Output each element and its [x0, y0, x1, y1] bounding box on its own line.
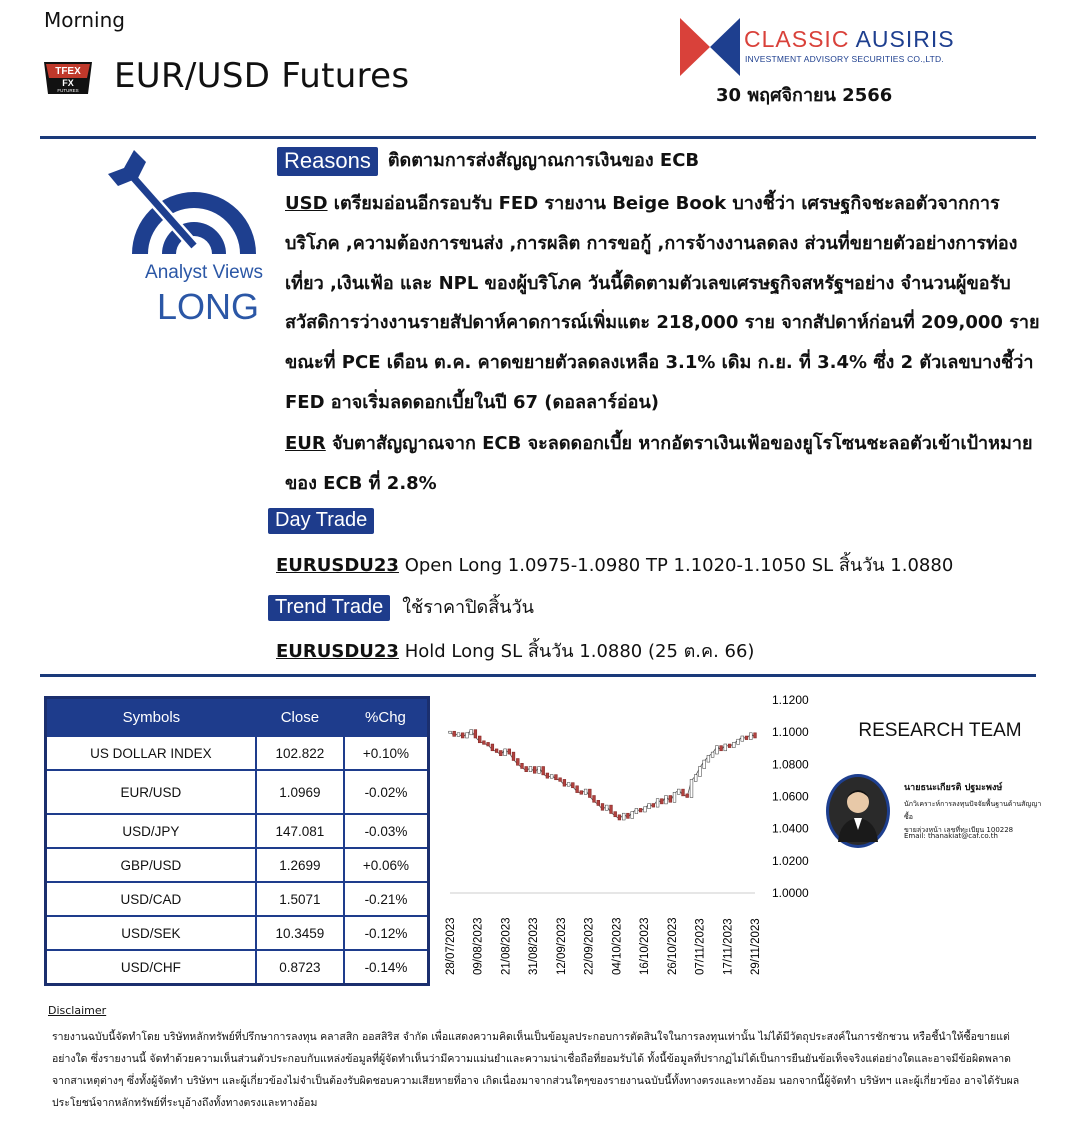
candle-mark — [648, 804, 651, 809]
page-title: EUR/USD Futures — [114, 56, 410, 96]
candle-mark — [627, 813, 630, 818]
usd-paragraph — [285, 184, 1045, 423]
table-row — [46, 882, 429, 916]
chg-cell: +0.06% — [344, 848, 429, 882]
fx-logo-text: FX — [62, 78, 74, 88]
close-cell: 1.0969 — [256, 770, 344, 814]
candle-mark — [580, 791, 583, 795]
analyst-name: นายธนะเกียรติ ปฐมะพงษ์ — [904, 783, 1003, 793]
candle-mark — [516, 759, 519, 766]
edition-label: Morning — [44, 8, 125, 32]
analyst-stance: LONG — [156, 286, 260, 327]
header-close: Close — [256, 698, 344, 737]
y-tick-label: 1.1200 — [772, 693, 809, 707]
symbol-cell: USD/CAD — [46, 882, 256, 916]
header-chg: %Chg — [344, 698, 429, 737]
usd-label: USD — [285, 193, 328, 214]
candle-mark — [639, 808, 642, 812]
disclaimer-text: รายงานฉบับนี้จัดทำโดย บริษัทหลักทรัพย์ที่ปรึกษาการลงทุน คลาสสิก ออสสิริส จำกัด เพื่อแสดงความคิดเห็นเป็นข้อมูลประกอบการตัดสินใจในการลงทุนเท่านั้น ไม่ได้มีวัตถุประสงค์ในการชักชวน หรือชี้นำให้ซื้อขายแต่อย่างใด ซึ่งรายงานนี้ จัดทำด้วยความเห็นส่วนตัวประกอบกับแหล่งข้อมูลที่ผู้จัดทำเห็นว่ามีความแม่นยำและความน่าเชื่อถือที่ยอมรับได้ ทั้งนี้ข้อมูลที่ปรากฏไม่ได้เป็นการยืนยันข้อเท็จจริงแต่อย่างใดและอาจมีข้อผิดพลาดจากสาเหตุต่างๆ ซึ่งทั้งผู้จัดทำ บริษัทฯ และผู้เกี่ยวข้องไม่จำเป็นต้องรับผิดชอบความเสียหายที่อาจ เกิดเนื่องมาจากส่วนใดๆของรายงานฉบับนี้ทั้งทางตรงและทางอ้อม นอกจากนี้ผู้จัดทำ บริษัทฯ และผู้เกี่ยวข้อง อาจได้รับผลประโยชน์จากหลักทรัพย์ที่ระบุอ้างถึงทั้งทางตรงและทางอ้อม — [52, 1031, 1020, 1109]
candle-mark — [716, 746, 719, 754]
eur-label: EUR — [285, 433, 326, 454]
candle-mark — [652, 804, 655, 808]
analyst-role-line1: นักวิเคราะห์การลงทุนปัจจัยพื้นฐานด้านสัญญาซื้อ — [904, 800, 1042, 821]
candle-mark — [682, 789, 685, 796]
candle-mark — [466, 733, 469, 738]
target-arrow-icon — [104, 142, 274, 254]
candle-mark — [728, 744, 731, 748]
chg-cell: -0.02% — [344, 770, 429, 814]
trend-trade-symbol: EURUSDU23 — [276, 641, 399, 662]
trend-trade-badge: Trend Trade — [268, 595, 390, 621]
y-tick-label: 1.0600 — [772, 789, 809, 804]
candle-mark — [618, 815, 621, 820]
candle-mark — [737, 739, 740, 744]
table-row — [46, 770, 429, 814]
candle-mark — [707, 755, 710, 762]
close-cell: 10.3459 — [256, 916, 344, 950]
trend-trade-line — [276, 636, 754, 665]
candle-mark — [571, 783, 574, 788]
candle-mark — [703, 760, 706, 768]
candle-mark — [673, 792, 676, 802]
x-tick-label: 12/09/2023 — [555, 917, 568, 975]
symbol-cell: GBP/USD — [46, 848, 256, 882]
futures-logo-text: FUTURES — [57, 88, 79, 93]
candle-mark — [576, 786, 579, 793]
report-date: 30 พฤศจิกายน 2566 — [716, 85, 893, 106]
candle-mark — [593, 796, 596, 803]
chg-cell: -0.12% — [344, 916, 429, 950]
candle-mark — [483, 741, 486, 745]
broker-subtitle: INVESTMENT ADVISORY SECURITIES CO.,LTD. — [745, 54, 944, 64]
candle-mark — [533, 767, 536, 774]
candle-mark — [588, 789, 591, 797]
candle-mark — [724, 744, 727, 751]
broker-name — [744, 26, 955, 53]
candle-mark — [584, 789, 587, 794]
y-tick-label: 1.0800 — [772, 757, 809, 772]
x-tick-label: 29/11/2023 — [750, 918, 762, 975]
candle-mark — [601, 804, 604, 811]
day-trade-text: Open Long 1.0975-1.0980 TP 1.1020-1.1050 SL สิ้นวัน 1.0880 — [398, 555, 954, 576]
candle-mark — [610, 805, 613, 813]
candle-mark — [525, 767, 528, 772]
candle-mark — [487, 742, 490, 746]
candle-mark — [491, 744, 494, 751]
x-tick-label: 21/08/2023 — [500, 917, 513, 975]
analyst-avatar — [826, 774, 890, 848]
candle-mark — [614, 812, 617, 817]
chg-cell: -0.03% — [344, 814, 429, 848]
close-cell: 0.8723 — [256, 950, 344, 985]
usd-text: เตรียมอ่อนอีกรอบรับ FED รายงาน Beige Book บางชี้ว่า เศรษฐกิจชะลอตัวจากการบริโภค ,ความต้องการขนส่ง ,การผลิต การขอกู้ ,การจ้างงานลดลง ส่วนที่ขยายตัวอย่างการท่องเที่ยว ,เงินเฟ้อ และ NPL ของผู้บริโภค วันนี้ติดตามตัวเลขเศรษฐกิจสหรัฐฯอย่าง จำนวนผู้ขอรับสวัสดิการว่างงานรายสัปดาห์คาดการณ์เพิ่มแตะ 218,000 ราย จากสัปดาห์ก่อนที่ 209,000 ราย ขณะที่ PCE เดือน ต.ค. คาดขยายตัวลดลงเหลือ 3.1% เดิม ก.ย. ที่ 3.4% ซึ่ง 2 ตัวเลขบางชี้ว่า FED อาจเริ่มลดดอกเบี้ยในปี 67 (ดอลลาร์อ่อน) — [285, 193, 1040, 413]
divider-top — [40, 136, 1036, 139]
tfex-logo-text: TFEX — [55, 66, 81, 77]
trend-trade-header — [268, 592, 534, 621]
table-row — [46, 814, 429, 848]
table-row — [46, 916, 429, 950]
candle-mark — [457, 733, 460, 737]
candle-mark — [754, 733, 757, 738]
eur-paragraph — [285, 424, 1045, 504]
symbol-cell: US DOLLAR INDEX — [46, 736, 256, 770]
close-cell: 1.2699 — [256, 848, 344, 882]
chg-cell: +0.10% — [344, 736, 429, 770]
candle-mark — [521, 763, 524, 768]
analyst-views-label: Analyst Views — [145, 262, 263, 283]
candle-mark — [644, 807, 647, 812]
quotes-table — [44, 696, 430, 986]
day-trade-symbol: EURUSDU23 — [276, 555, 399, 576]
x-tick-label: 22/09/2023 — [583, 917, 596, 975]
symbol-cell: EUR/USD — [46, 770, 256, 814]
research-team-title: RESEARCH TEAM — [858, 720, 1022, 741]
candle-mark — [656, 799, 659, 807]
candle-mark — [686, 794, 689, 798]
candle-mark — [546, 773, 549, 778]
candle-mark — [550, 775, 553, 779]
close-cell: 102.822 — [256, 736, 344, 770]
broker-name-1: CLASSIC — [744, 26, 850, 52]
candle-mark — [478, 736, 481, 743]
reasons-badge: Reasons — [277, 147, 378, 176]
broker-name-2: AUSIRIS — [855, 26, 955, 52]
candle-mark — [745, 736, 748, 740]
x-tick-label: 04/10/2023 — [611, 917, 624, 975]
candle-mark — [453, 731, 456, 736]
candle-mark — [495, 749, 498, 753]
candle-mark — [635, 808, 638, 813]
candle-mark — [461, 733, 464, 738]
table-header-row — [46, 698, 429, 737]
candle-mark — [563, 779, 566, 786]
candle-mark — [559, 778, 562, 782]
trend-trade-text: Hold Long SL สิ้นวัน 1.0880 (25 ต.ค. 66) — [398, 641, 755, 662]
candle-mark — [741, 736, 744, 741]
day-trade-header — [268, 507, 374, 534]
table-row — [46, 950, 429, 985]
candle-mark — [669, 796, 672, 803]
candle-mark — [660, 799, 663, 804]
chg-cell: -0.14% — [344, 950, 429, 985]
candle-mark — [529, 767, 532, 772]
candle-mark — [631, 812, 634, 819]
x-tick-label: 09/08/2023 — [472, 917, 485, 975]
candle-mark — [504, 749, 507, 756]
day-trade-line — [276, 550, 953, 579]
x-tick-label: 28/07/2023 — [445, 917, 457, 975]
eur-text: จับตาสัญญาณจาก ECB จะลดดอกเบี้ย หากอัตราเงินเฟ้อของยูโรโซนชะลอตัวเข้าเป้าหมายของ ECB ที่ 2.8% — [285, 433, 1033, 494]
x-tick-label: 17/11/2023 — [722, 918, 735, 975]
candle-mark — [542, 767, 545, 775]
candle-mark — [470, 730, 473, 735]
disclaimer-title: Disclaimer — [48, 1004, 107, 1017]
chg-cell: -0.21% — [344, 882, 429, 916]
candle-mark — [711, 752, 714, 757]
divider-middle — [40, 674, 1036, 677]
candle-mark — [749, 733, 752, 740]
candle-mark — [605, 805, 608, 810]
candle-mark — [720, 746, 723, 751]
x-tick-label: 07/11/2023 — [694, 918, 707, 975]
day-trade-badge: Day Trade — [268, 508, 374, 534]
close-cell: 147.081 — [256, 814, 344, 848]
table-row — [46, 848, 429, 882]
reasons-header — [277, 145, 699, 176]
y-tick-label: 1.0200 — [772, 853, 809, 868]
reasons-headline: ติดตามการส่งสัญญาณการเงินของ ECB — [387, 150, 700, 171]
candle-mark — [690, 779, 693, 797]
candle-mark — [499, 751, 502, 756]
x-tick-label: 16/10/2023 — [639, 917, 652, 975]
table-row — [46, 736, 429, 770]
y-tick-label: 1.1000 — [772, 725, 809, 740]
candle-mark — [597, 800, 600, 805]
candle-mark — [622, 813, 625, 820]
candle-mark — [732, 742, 735, 747]
y-tick-label: 1.0000 — [772, 886, 809, 900]
candle-mark — [567, 783, 570, 787]
candle-mark — [508, 749, 511, 754]
eurusd-price-chart — [440, 690, 809, 990]
symbol-cell: USD/JPY — [46, 814, 256, 848]
candle-mark — [665, 796, 668, 804]
candle-mark — [677, 789, 680, 794]
symbol-cell: USD/CHF — [46, 950, 256, 985]
close-cell: 1.5071 — [256, 882, 344, 916]
candle-mark — [699, 767, 702, 777]
tfex-fx-futures-logo — [40, 58, 96, 98]
candle-mark — [474, 730, 477, 738]
header-symbols: Symbols — [46, 698, 256, 737]
candle-mark — [449, 731, 452, 733]
trend-trade-note: ใช้ราคาปิดสิ้นวัน — [402, 597, 534, 618]
y-tick-label: 1.0400 — [772, 821, 809, 836]
classic-ausiris-logo — [680, 18, 740, 76]
analyst-role-line2: ขายล่วงหน้า เลขที่ทะเบียน 100228 — [904, 826, 1014, 834]
candle-mark — [555, 775, 558, 780]
candle-mark — [694, 775, 697, 782]
candle-mark — [538, 767, 541, 774]
symbol-cell: USD/SEK — [46, 916, 256, 950]
x-tick-label: 31/08/2023 — [528, 917, 541, 975]
analyst-email: Email: thanakiat@caf.co.th — [904, 832, 998, 840]
x-tick-label: 26/10/2023 — [666, 917, 679, 975]
candle-mark — [512, 752, 515, 760]
